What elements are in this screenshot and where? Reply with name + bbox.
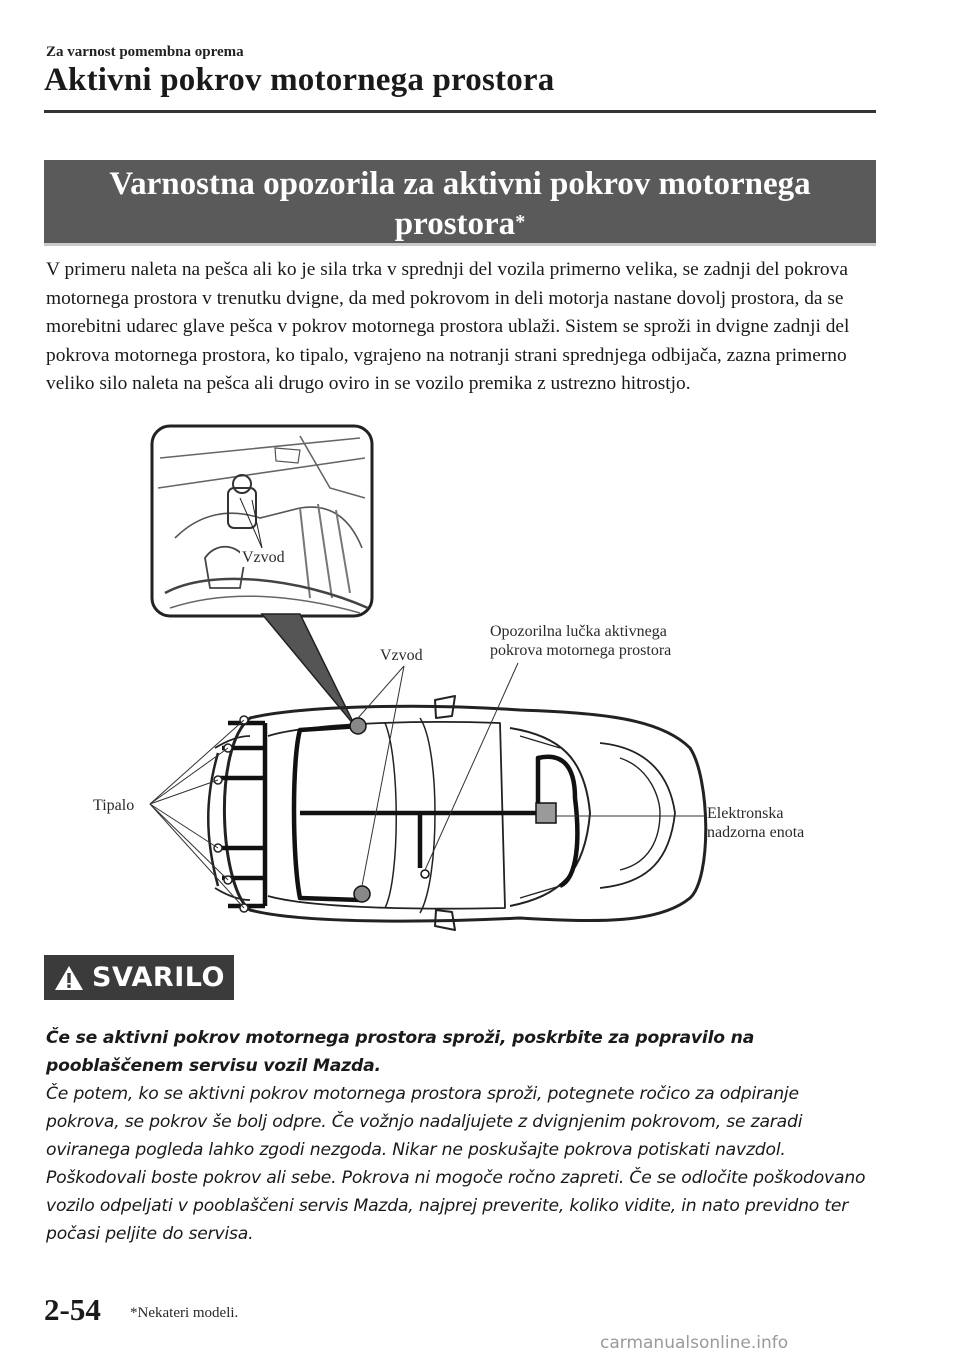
warning-triangle-icon xyxy=(54,964,84,992)
label-vzvod: Vzvod xyxy=(380,647,423,664)
ecu-unit xyxy=(536,803,556,823)
label-tipalo: Tipalo xyxy=(93,797,135,814)
warning-body xyxy=(46,1024,876,1248)
car-diagram xyxy=(0,418,960,938)
label-warning-lamp-line2: pokrova motornega prostora xyxy=(490,642,672,659)
lever-front xyxy=(350,718,366,734)
wiring-harness xyxy=(294,726,577,900)
footnote: *Nekateri modeli. xyxy=(130,1305,239,1321)
title-rule xyxy=(44,110,876,113)
label-leaders xyxy=(358,663,705,886)
warning-lamp xyxy=(421,870,429,878)
page-number: 2-54 xyxy=(44,1292,101,1327)
label-warning-lamp xyxy=(490,622,671,660)
warning-bold-text: Če se aktivni pokrov motornega prostora sproži, poskrbite za popravilo na pooblaščenem servisu vozil Mazda. xyxy=(46,1028,755,1076)
intro-paragraph: V primeru naleta na pešca ali ko je sila trka v sprednji del vozila primerno velika, se zadnji del pokrova motornega prostora v trenutku dvigne, da med pokrovom in deli motorja nastane dovolj prostora, da se morebitni udarec glave pešca v pokrov motornega prostora ublaži. Sistem se sproži in dvigne zadnji del pokrova motornega prostora, ko tipalo, vgrajeno na notranji strani sprednjega odbijača, zazna primerno veliko silo naleta na pešca ali drugo oviro in se vozilo premika z ustrezno hitrostjo. xyxy=(46,259,850,395)
warning-badge-label: SVARILO xyxy=(92,962,225,993)
banner-asterisk: * xyxy=(515,211,526,233)
label-vzvod-inset: Vzvod xyxy=(242,549,285,566)
warning-badge xyxy=(44,955,234,1000)
banner-title: Varnostna opozorila za aktivni pokrov motornega prostora xyxy=(109,166,811,242)
label-ecu xyxy=(707,804,804,842)
section-kicker: Za varnost pomembna oprema xyxy=(46,44,244,60)
label-ecu-line1: Elektronska xyxy=(707,805,784,822)
page-title: Aktivni pokrov motornega prostora xyxy=(44,62,555,98)
watermark: carmanualsonline.info xyxy=(600,1333,789,1353)
section-banner xyxy=(44,160,876,246)
lever-rear xyxy=(354,886,370,902)
label-warning-lamp-line1: Opozorilna lučka aktivnega xyxy=(490,623,667,640)
engine-inset xyxy=(152,426,372,616)
label-ecu-line2: nadzorna enota xyxy=(707,824,805,841)
car-diagram-drawing xyxy=(0,418,960,938)
warning-body-text: Če potem, ko se aktivni pokrov motornega prostora sproži, potegnete ročico za odpiranje pokrova, se pokrov še bolj odpre. Če vožnjo nadaljujete z dvignjenim pokrovom, se zaradi oviranega pogleda lahko zgodi nezgoda. Nikar ne poskušajte pokrova potiskati navzdol. Poškodovali boste pokrov ali sebe. Pokrova ni mogoče ročno zapreti. Če se odločite poškodovano vozilo odpeljati v pooblaščeni servis Mazda, najprej preverite, koliko vidite, in nato previdno ter počasi peljite do servisa. xyxy=(46,1084,866,1244)
